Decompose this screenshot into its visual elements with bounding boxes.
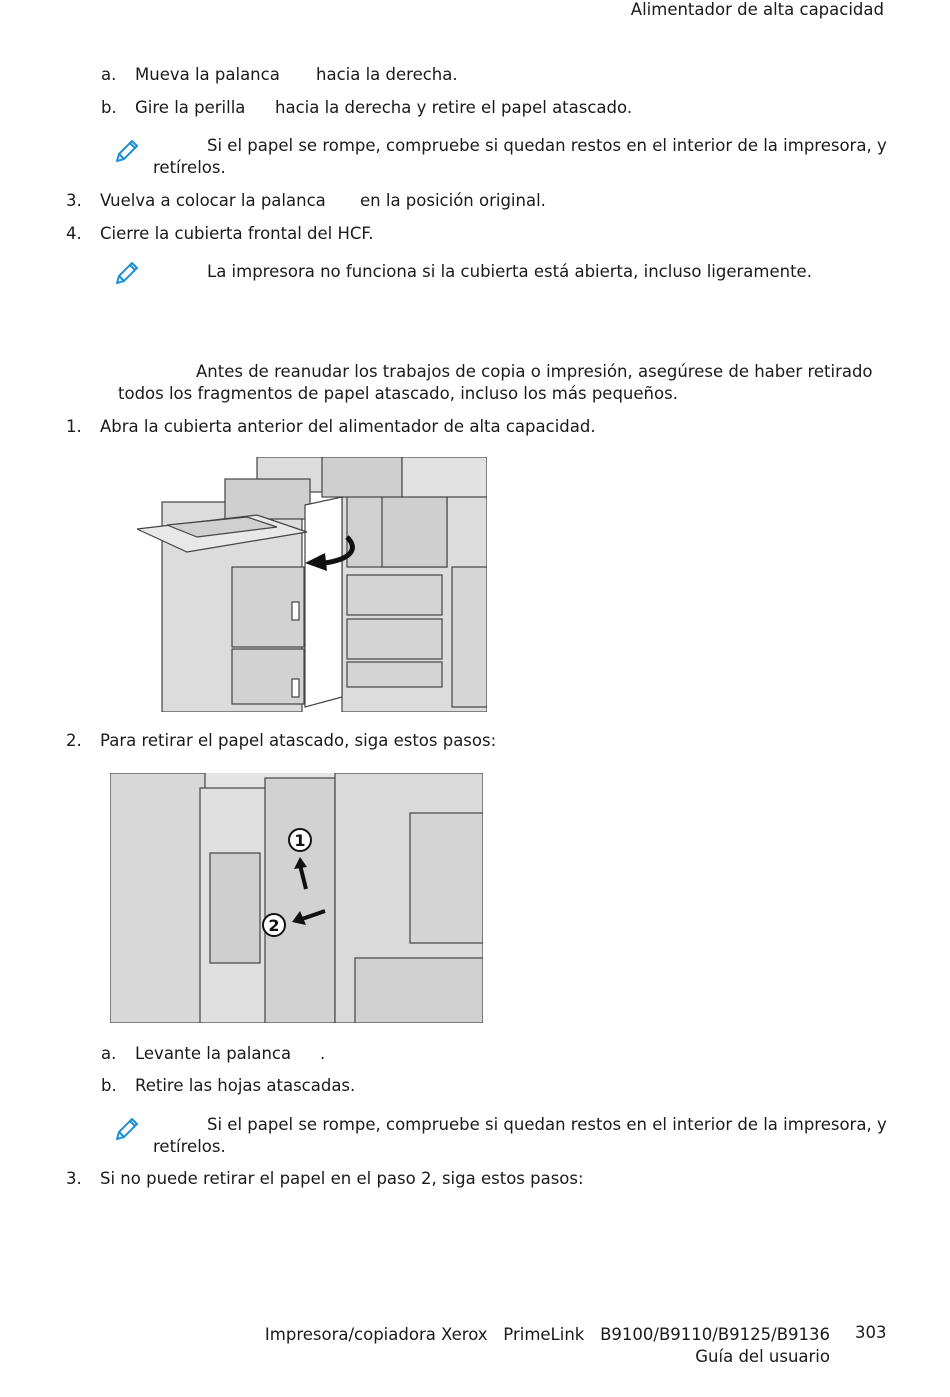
footer-guide: Guía del usuario — [695, 1347, 830, 1366]
step-marker: 3. — [66, 191, 82, 210]
caution-text: todos los fragmentos de papel atascado, incluso los más pequeños. — [118, 384, 678, 403]
footer-product: Impresora/copiadora Xerox PrimeLink B9100/B9110/B9125/B9136 — [264, 1325, 830, 1344]
step-marker: a. — [101, 65, 117, 84]
pencil-icon — [113, 1115, 141, 1143]
step-text: hacia la derecha. — [316, 65, 458, 84]
step-text: Levante la palanca — [135, 1044, 292, 1063]
note-text: retírelos. — [153, 1137, 226, 1156]
step-text: Mueva la palanca — [135, 65, 280, 84]
note-text: La impresora no funciona si la cubierta está abierta, incluso ligeramente. — [207, 262, 812, 281]
step-text: Abra la cubierta anterior del alimentador de alta capacidad. — [100, 417, 596, 436]
printer-illustration — [137, 457, 487, 712]
pencil-icon — [113, 137, 141, 165]
pencil-icon — [113, 259, 141, 287]
step-marker: 4. — [66, 224, 82, 243]
jam-removal-illustration — [110, 773, 483, 1023]
step-text: Cierre la cubierta frontal del HCF. — [100, 224, 374, 243]
step-text: Si no puede retirar el papel en el paso 2, siga estos pasos: — [100, 1169, 584, 1188]
note-text: retírelos. — [153, 158, 226, 177]
callout-2: 2 — [268, 916, 280, 935]
running-header: Alimentador de alta capacidad — [630, 0, 884, 19]
step-marker: a. — [101, 1044, 117, 1063]
step-text: en la posición original. — [360, 191, 546, 210]
callout-1: 1 — [294, 831, 306, 850]
caution-text: Antes de reanudar los trabajos de copia o impresión, asegúrese de haber retirado — [196, 362, 873, 381]
step-text: Vuelva a colocar la palanca — [100, 191, 326, 210]
note-text: Si el papel se rompe, compruebe si quedan restos en el interior de la impresora, y — [207, 1115, 887, 1134]
step-marker: 1. — [66, 417, 82, 436]
note-text: Si el papel se rompe, compruebe si quedan restos en el interior de la impresora, y — [207, 136, 887, 155]
step-marker: b. — [101, 98, 117, 117]
step-marker: 3. — [66, 1169, 82, 1188]
step-text: . — [320, 1044, 326, 1063]
step-text: Retire las hojas atascadas. — [135, 1076, 356, 1095]
step-text: Gire la perilla — [135, 98, 246, 117]
step-text: hacia la derecha y retire el papel atascado. — [275, 98, 633, 117]
page-number: 303 — [855, 1323, 887, 1342]
step-text: Para retirar el papel atascado, siga estos pasos: — [100, 731, 497, 750]
step-marker: b. — [101, 1076, 117, 1095]
step-marker: 2. — [66, 731, 82, 750]
